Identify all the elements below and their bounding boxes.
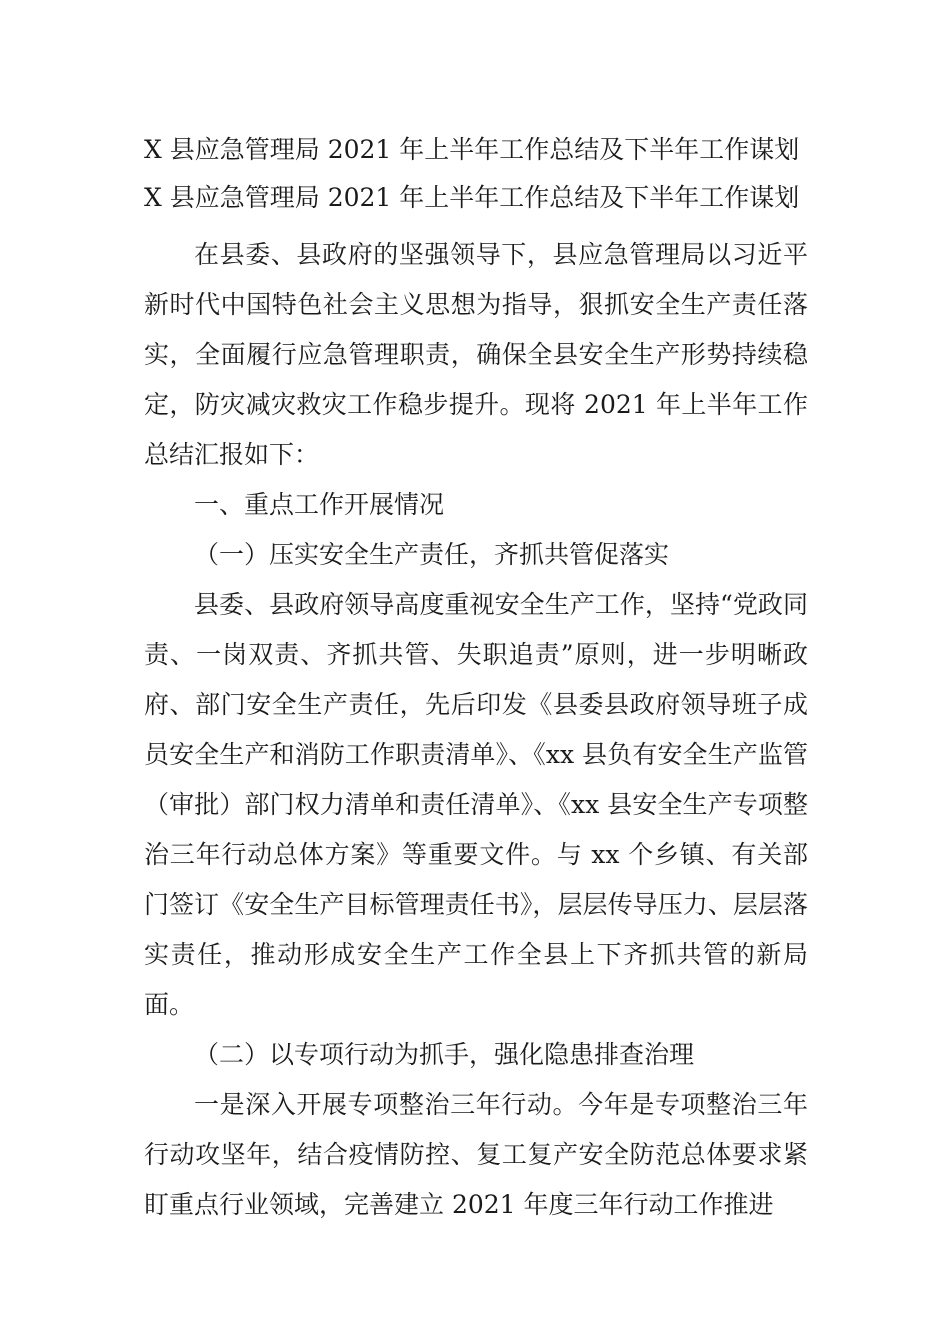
document-page [144,130,808,1230]
document-title-line-2: X 县应急管理局 2021 年上半年工作总结及下半年工作谋划 [144,183,800,212]
subsection-2-body: 一是深入开展专项整治三年行动。今年是专项整治三年行动攻坚年，结合疫情防控、复工复产安全防范总体要求紧盯重点行业领域，完善建立 2021 年度三年行动工作推进 [144,1090,808,1219]
section-1-heading: 一、重点工作开展情况 [194,490,445,519]
subsection-1-body: 县委、县政府领导高度重视安全生产工作，坚持“党政同责、一岗双责、齐抓共管、失职追责”原则，进一步明晰政府、部门安全生产责任，先后印发《县委县政府领导班子成员安全生产和消防工作职责清单》、《xx 县负有安全生产监管（审批）部门权力清单和责任清单》、《xx 县安全生产专项整治三年行动总体方案》等重要文件。与 xx 个乡镇、有关部门签订《安全生产目标管理责任书》，层层传导压力、层层落实责任，推动形成安全生产工作全县上下齐抓共管的新局面。 [144,590,808,1019]
subsection-2-heading: （二）以专项行动为抓手，强化隐患排查治理 [194,1040,695,1069]
subsection-1-heading: （一）压实安全生产责任，齐抓共管促落实 [194,540,670,569]
intro-paragraph: 在县委、县政府的坚强领导下，县应急管理局以习近平新时代中国特色社会主义思想为指导，狠抓安全生产责任落实，全面履行应急管理职责，确保全县安全生产形势持续稳定，防灾减灾救灾工作稳步提升。现将 2021 年上半年工作总结汇报如下： [144,240,808,469]
document-title-line-1: X 县应急管理局 2021 年上半年工作总结及下半年工作谋划 [144,135,800,164]
